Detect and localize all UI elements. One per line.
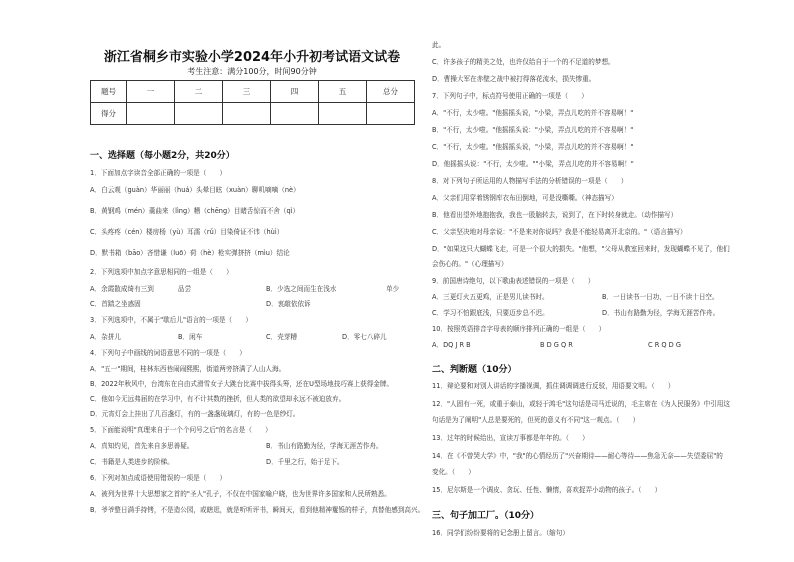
option-text: B．黄钢鸡（mén）羹曲来（lìng）糟（chēng）目睹舌惊而不舍（qì） [90, 207, 300, 215]
option-text: 品尝 [178, 285, 192, 293]
exam-title: 浙江省桐乡市实验小学2024年小升初考试语文试卷 [103, 50, 401, 65]
option-text: A．被列为世界十大思想家之首的"圣人"孔子，不仅在中国家喻户晓，也为世界许多国家和人民所熟悉。 [90, 490, 391, 498]
option-text: A．白云观（guàn）华丽丽（huá）头晕目眩（xuàn）聊叽嘀嘀（nè） [90, 186, 300, 194]
option-text: C．书籍是人类进步的阶梯。 [90, 458, 174, 466]
option-text: D．默书箱（bāo）吝惜谦（luō）荷（hè）枪实弹挤挤（mìu）结论 [90, 249, 290, 257]
option-text: B．少选之间而生在浅水 [266, 285, 337, 293]
option-text: D．书山有路勤为径，学海无涯苦作舟。 [602, 309, 720, 317]
option-text: A．"不行，太少啦。"他摇摇头说，"小梁，弄点儿吃的并不容易啊！" [432, 109, 634, 117]
option-text: A．杂拼儿 [90, 333, 121, 341]
score-input-cell[interactable] [175, 103, 223, 125]
question-text: 12．"人固有一死，或重于泰山，或轻于鸿毛"这句话是司马迁说的，毛主席在《为人民服务》中引用这 [432, 400, 730, 408]
option-text: A．真知灼见，首先来自多思善疑。 [90, 442, 194, 450]
score-table [90, 80, 415, 125]
table-cell: 五 [319, 81, 367, 103]
option-text: C R Q D G [648, 341, 681, 349]
question-text: 11．辩论要和对别人讲话的字播视调，抓住调调调进行反驳，用语要文明。（ ） [432, 382, 675, 390]
score-input-cell[interactable] [127, 103, 175, 125]
option-text: C．他如今无远弗届的在学习中，有不计其数的挫折，但人类的欲望却永远不被迫放弃。 [90, 395, 346, 403]
option-text: D．零七八碎儿 [342, 333, 387, 341]
table-cell: 题号 [91, 81, 127, 103]
option-text: C．头疼疼（cén）楼房杨（yù）耳濡（rǔ）目染倚证不讳（hùì） [90, 228, 284, 236]
score-table-header-row [91, 81, 415, 103]
question-text: 10．按照英语排音字母表的顺序排列正确的一组是（ ） [432, 325, 606, 333]
score-table-score-row [91, 103, 415, 125]
option-text: C．"不行，太少啦。"他摇摇头说，"小梁，弄点儿吃的并不容易啊！" [432, 143, 634, 151]
question-text: 变化。（ ） [432, 468, 475, 476]
question-text: 4．下列句子中画线的词语意思不同的一项是（ ） [90, 349, 246, 357]
table-cell: 得分 [91, 103, 127, 125]
section-title-judge: 二、判断题（10分） [432, 365, 517, 375]
option-text: B．2022年秋风中，台湾东在自由式滑雪女子大跳台比赛中拔得头筹，还在U型场地技巧赛上获得金牌。 [90, 380, 394, 388]
table-cell: 二 [175, 81, 223, 103]
score-input-cell[interactable] [319, 103, 367, 125]
question-text: 6．下列对加点成语使用错误的一项是（ ） [90, 474, 227, 482]
question-text: 句话是为了阐明"人总是要死的，但死的意义有不同"这一观点。（ ） [432, 416, 640, 424]
score-input-cell[interactable] [271, 103, 319, 125]
question-text: 16．同学们纷纷要将的记念册上留言。（缩句） [432, 529, 569, 537]
table-cell: 一 [127, 81, 175, 103]
option-text: D．曹操大军在赤壁之战中被打得落花流水，损失惨重。 [432, 75, 596, 83]
option-text: A．DQ J R B [432, 341, 471, 349]
text-line: 此。 [432, 41, 446, 49]
score-input-cell[interactable] [223, 103, 271, 125]
option-text: B．一日读书一日功，一日不读十日空。 [602, 293, 719, 301]
question-text: 2．下列选项中加点字意思相同的一组是（ ） [90, 268, 233, 276]
option-text: D．元宵灯会上挂出了几百盏灯，有的一盏盏琉璃灯，有的一色是纱灯。 [90, 410, 300, 418]
table-cell: 总分 [367, 81, 415, 103]
option-text: B．书山有路勤为径，学海无涯苦作舟。 [266, 442, 383, 450]
question-text: 8．对下列句子所运用的人物描写手法的分析错误的一项是（ ） [432, 177, 628, 185]
question-text: 9．前国唐诗绝句，以下歌曲表述错误的一项是（ ） [432, 277, 595, 285]
score-input-cell[interactable] [367, 103, 415, 125]
option-text: A．"五一"期间，桂林东西巷闹闹熙熙，街道两旁挤满了人山人海。 [90, 365, 286, 373]
option-text: C．许多孩子的精美之处，也许仅给自于一个的不足道的梦想。 [432, 58, 615, 66]
option-text: A．父亲们用穿着锈钢库衣布田倒地，可是没嘶嘶。（神态描写） [432, 194, 618, 202]
option-text: C．首踏之坐惑固 [90, 300, 141, 308]
option-text: B．"不行，太少啦。"他摇摇头说："小梁，弄点儿吃的并不容易啊！" [432, 126, 634, 134]
table-cell: 三 [223, 81, 271, 103]
option-text: D．他摇摇头说："不行，太少啦。""小梁，弄点儿吃的并不容易啊！" [432, 160, 634, 168]
question-text: 3．下列选项中，不属于"歇后儿"语言的一项是（ ） [90, 316, 252, 324]
option-text: 会伤心的。"（心理描写） [432, 260, 508, 268]
question-text: 1．下面加点字读音全部正确的一项是（ ） [90, 169, 227, 177]
option-text: A．余霞散成绮有三到 [90, 285, 154, 293]
option-text: D．"如果这只大蝴蝶飞走，可是一个很大的损失。"他想，"父母从教室回来时，发现蝴蝶不见了，他们 [432, 245, 730, 253]
option-text: B．爷爷整日满手持铐，不是造公园，或瞎逛，就是听听评书，瞬间天，看到他精神矍铄的样子，真替他感到高兴。 [90, 506, 425, 514]
exam-notice: 考生注意：满分100分，时间90分钟 [187, 67, 317, 76]
option-text: B．他看出望外地抱抱我，我也一股脑转去，说到了，在下时转身就走。（动作描写） [432, 211, 678, 219]
table-cell: 四 [271, 81, 319, 103]
question-text: 7．下列句子中，标点符号使用正确的一项是（ ） [432, 92, 588, 100]
question-text: 5．下面能说明"真理来自于一个个问号之后"的名言是（ ） [90, 426, 272, 434]
section-title-choice: 一、选择题（每小题2分，共20分） [90, 151, 235, 161]
option-text: C．父亲坚决地对母亲说："不是来对你说吗？我是不能轻易离开北京的。"（语言描写） [432, 228, 687, 236]
option-text: B D G Q R [540, 341, 573, 349]
section-title-sentence: 三、句子加工厂。（10分） [432, 511, 540, 521]
option-text: 单少 [386, 285, 400, 293]
option-text: C．壳芽糟 [266, 333, 297, 341]
option-text: D．衷敲依依诉 [266, 300, 311, 308]
option-text: D．千里之行，始于足下。 [266, 458, 344, 466]
question-text: 14．在《不曾哭大学》中，"我"的心情经历了"兴奋期待——耐心等待——焦急无奈——失望委屈"的 [432, 452, 723, 460]
question-text: 15．尼尔斯是一个调皮、贪玩、任性、懒惰，喜欢捉弄小动物的孩子。（ ） [432, 486, 662, 494]
question-text: 13．过年的时候给出，宣读万事都是年年的。（ ） [432, 434, 589, 442]
option-text: A．三更灯火五更鸡，正是男儿读书时。 [432, 293, 549, 301]
option-text: B．闲车 [178, 333, 203, 341]
option-text: C．学习不怕跟底浅，只要迈步总不迟。 [432, 309, 549, 317]
